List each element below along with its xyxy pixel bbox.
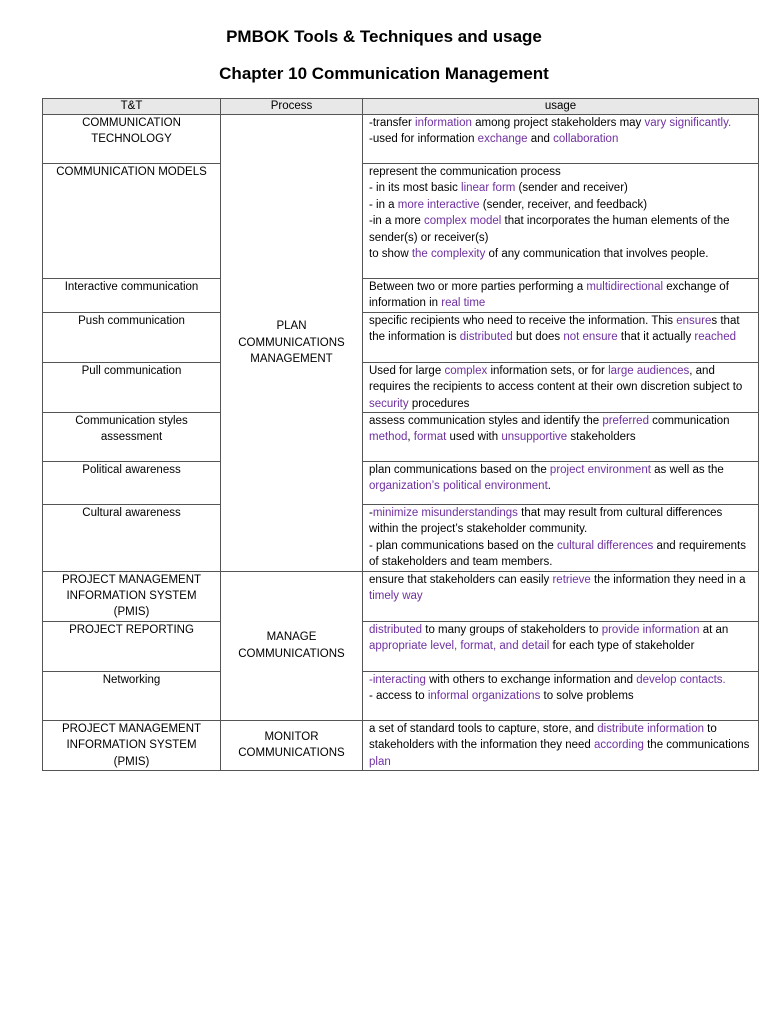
table-row (43, 671, 759, 720)
usage-cell (363, 720, 759, 770)
table-row (43, 279, 759, 313)
highlighted-text: develop contacts. (636, 673, 726, 686)
highlighted-text: provide information (601, 623, 700, 636)
usage-text: communication (648, 415, 730, 428)
tool-technique-cell: Networking (43, 671, 221, 720)
highlighted-text: distributed (459, 331, 513, 344)
usage-cell (363, 312, 759, 362)
usage-cell (363, 115, 759, 164)
usage-text: among project stakeholders may (471, 117, 645, 129)
usage-cell (363, 362, 759, 412)
highlighted-text: information (415, 117, 472, 129)
usage-text: that incorporates the human elements of the sender(s) or receiver(s) (369, 215, 730, 244)
usage-text: a set of standard tools to capture, store, and (369, 722, 598, 735)
highlighted-text: distribute information (597, 722, 704, 735)
usage-line (369, 363, 754, 412)
usage-text: stakeholders (567, 431, 636, 444)
usage-text: with others to exchange information and (425, 673, 637, 686)
usage-text: - in a (369, 198, 398, 211)
header-process: Process (221, 99, 363, 115)
usage-line (369, 462, 754, 495)
usage-text: . (547, 480, 551, 493)
usage-text: and (527, 133, 554, 146)
usage-line (369, 115, 754, 131)
usage-line (369, 131, 754, 147)
usage-line (369, 213, 754, 246)
highlighted-text: unsupportive (501, 431, 568, 444)
table-row (43, 621, 759, 671)
usage-cell (363, 621, 759, 671)
usage-text: and requirements of stakeholders and team members. (369, 539, 746, 569)
tool-technique-cell: Cultural awareness (43, 505, 221, 572)
usage-text: information sets, or for (487, 364, 609, 377)
usage-cell (363, 505, 759, 572)
usage-text: to many groups of stakeholders to (422, 623, 602, 636)
highlighted-text: cultural differences (556, 539, 654, 552)
highlighted-text: timely way (369, 590, 423, 603)
table-row (43, 413, 759, 462)
usage-line (369, 164, 754, 180)
usage-line (369, 313, 754, 346)
usage-cell (363, 413, 759, 462)
highlighted-text: large audiences (608, 364, 690, 377)
usage-line (369, 688, 754, 704)
tool-technique-cell: PROJECT REPORTING (43, 621, 221, 671)
usage-text: that may result from cultural differences within the project’s stakeholder community. (369, 507, 723, 536)
usage-text: -transfer (369, 117, 416, 129)
usage-text: , and requires the recipients to access content at their own discretion subject to (369, 364, 743, 394)
usage-text: Used for large (369, 364, 445, 377)
header-tt: T&T (43, 99, 221, 115)
usage-text: of any communication that involves people. (485, 248, 709, 261)
usage-line (369, 197, 754, 213)
usage-text: to stakeholders with the information they need (369, 722, 717, 752)
usage-text: specific recipients who need to receive the information. This (369, 314, 677, 327)
highlighted-text: complex model (423, 215, 502, 228)
usage-line (369, 413, 754, 446)
usage-cell (363, 571, 759, 621)
process-cell: PLAN COMMUNICATIONS MANAGEMENT (221, 115, 363, 572)
usage-cell (363, 164, 759, 279)
tool-technique-cell: COMMUNICATION MODELS (43, 164, 221, 279)
usage-text: the communications (643, 739, 750, 752)
chapter-title: Chapter 10 Communication Management (219, 64, 549, 83)
usage-text: (sender and receiver) (515, 182, 628, 195)
page-title: PMBOK Tools & Techniques and usage (226, 27, 542, 46)
usage-line (369, 180, 754, 196)
process-cell: MONITOR COMMUNICATIONS (221, 720, 363, 770)
usage-cell (363, 462, 759, 505)
usage-text: used with (446, 431, 502, 444)
usage-line (369, 279, 754, 312)
usage-text: exchange of information in (369, 281, 729, 310)
usage-line (369, 246, 754, 262)
highlighted-text: -interacting (369, 673, 426, 686)
table-row (43, 362, 759, 412)
tools-techniques-table (42, 98, 759, 771)
table-row (43, 462, 759, 505)
highlighted-text: exchange (477, 133, 528, 146)
highlighted-text: reached (694, 331, 736, 344)
tool-technique-cell: Political awareness (43, 462, 221, 505)
usage-text: , (407, 431, 414, 444)
usage-text: for each type of stakeholder (549, 640, 695, 653)
highlighted-text: informal organizations (427, 690, 541, 703)
usage-text: that it actually (617, 331, 695, 344)
usage-text: as well as the (650, 464, 724, 477)
highlighted-text: vary significantly. (644, 117, 732, 129)
highlighted-text: complex (444, 364, 488, 377)
highlighted-text: collaboration (553, 133, 619, 146)
table-row (43, 505, 759, 572)
table-row (43, 115, 759, 164)
header-usage: usage (363, 99, 759, 115)
usage-text: - plan communications based on the (369, 539, 557, 552)
table-row (43, 164, 759, 279)
usage-text: s that the information is (369, 314, 740, 344)
usage-text: Between two or more parties performing a (369, 281, 587, 293)
usage-text: to solve problems (540, 690, 634, 703)
usage-cell (363, 671, 759, 720)
highlighted-text: project environment (549, 464, 651, 477)
highlighted-text: ensure (676, 314, 712, 327)
process-cell: MANAGE COMMUNICATIONS (221, 571, 363, 720)
highlighted-text: multidirectional (586, 281, 664, 293)
highlighted-text: linear form (461, 182, 516, 195)
tool-technique-cell: COMMUNICATION TECHNOLOGY (43, 115, 221, 164)
usage-text: procedures (408, 397, 470, 410)
tool-technique-cell: Push communication (43, 312, 221, 362)
highlighted-text: appropriate level, format, and detail (369, 640, 550, 653)
usage-text: - in its most basic (369, 182, 462, 195)
usage-text: ensure that stakeholders can easily (369, 573, 553, 586)
highlighted-text: security (369, 397, 409, 410)
usage-line (369, 622, 754, 655)
tool-technique-cell: PROJECT MANAGEMENT INFORMATION SYSTEM (PMIS) (43, 720, 221, 770)
highlighted-text: preferred (602, 415, 649, 428)
table-row (43, 312, 759, 362)
highlighted-text: the complexity (411, 248, 486, 261)
usage-text: represent the communication process (369, 166, 561, 178)
usage-text: -used for information (369, 133, 478, 146)
highlighted-text: distributed (369, 623, 423, 636)
highlighted-text: real time (441, 297, 486, 310)
tool-technique-cell: PROJECT MANAGEMENT INFORMATION SYSTEM (PMIS) (43, 571, 221, 621)
usage-line (369, 721, 754, 770)
usage-text: the information they need in a (590, 573, 746, 586)
usage-text: (sender, receiver, and feedback) (479, 198, 648, 211)
table-body (43, 115, 759, 771)
usage-line (369, 672, 754, 688)
table-row (43, 720, 759, 770)
tool-technique-cell: Communication styles assessment (43, 413, 221, 462)
usage-text: at an (699, 623, 729, 636)
usage-line (369, 572, 754, 605)
highlighted-text: plan (369, 755, 391, 768)
usage-text: assess communication styles and identify the (369, 415, 603, 428)
usage-text: but does (512, 331, 564, 344)
usage-line (369, 505, 754, 538)
usage-text: to show (369, 248, 412, 261)
usage-text: - access to (369, 690, 428, 703)
usage-text: plan communications based on the (369, 464, 550, 477)
highlighted-text: method (369, 431, 408, 444)
highlighted-text: not ensure (563, 331, 618, 344)
highlighted-text: according (594, 739, 644, 752)
highlighted-text: more interactive (397, 198, 480, 211)
usage-cell (363, 279, 759, 313)
table-header-row (43, 99, 759, 115)
highlighted-text: organization’s political environment (369, 480, 548, 493)
tool-technique-cell: Pull communication (43, 362, 221, 412)
highlighted-text: minimize misunderstandings (372, 507, 518, 520)
table-row (43, 571, 759, 621)
usage-text: - (369, 507, 373, 520)
highlighted-text: format (413, 431, 447, 444)
tool-technique-cell: Interactive communication (43, 279, 221, 313)
usage-line (369, 538, 754, 571)
highlighted-text: retrieve (552, 573, 591, 586)
usage-text: -in a more (369, 215, 424, 228)
